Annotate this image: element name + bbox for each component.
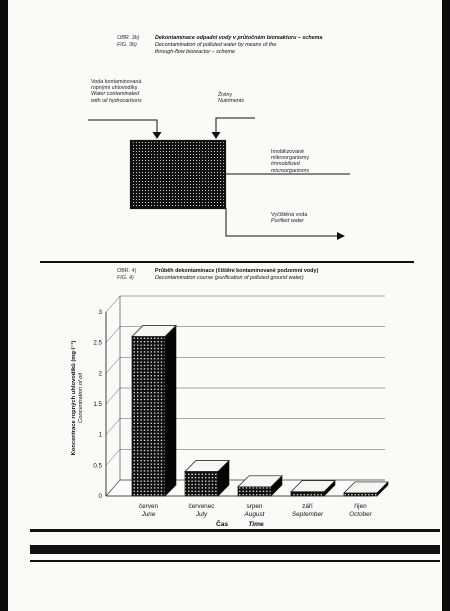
outlet-label: Vyčištěná voda Purified water bbox=[271, 212, 308, 225]
gridline-diag bbox=[106, 357, 120, 373]
y-axis-title-en: Concentration of oil bbox=[78, 373, 84, 423]
fig4-title-cz: Průběh dekontaminace (čištění kontaminované podzemní vody) bbox=[155, 268, 319, 274]
bar-front bbox=[238, 487, 271, 496]
x-axis-title: Čas bbox=[215, 521, 229, 528]
y-tick-label: 0.5 bbox=[93, 462, 102, 470]
fig3-code-en: FIG. 3b) bbox=[117, 42, 137, 48]
bar-side bbox=[165, 326, 176, 496]
bottom-rule-3 bbox=[30, 560, 440, 562]
fig3-title-en-2: through-flow bioreactor – scheme bbox=[155, 48, 236, 55]
x-tick-label-en: June bbox=[141, 511, 156, 518]
fig3-code-cz: OBR. 3b) bbox=[117, 35, 140, 41]
fig4-code-cz: OBR. 4) bbox=[117, 268, 137, 274]
bar-front bbox=[344, 493, 377, 496]
bottom-rule-2 bbox=[30, 545, 440, 554]
y-tick-label: 0 bbox=[98, 493, 102, 500]
bar-front bbox=[185, 471, 218, 496]
x-tick-label-en: September bbox=[291, 511, 324, 518]
fig4-title-en: Decontamination course (purification of polluted ground water) bbox=[155, 275, 304, 281]
x-tick-label: září bbox=[302, 503, 313, 510]
gridline-diag bbox=[106, 419, 120, 435]
x-tick-label: červen bbox=[138, 503, 159, 510]
bar-front bbox=[291, 492, 324, 496]
x-tick-label-en: August bbox=[244, 511, 265, 518]
x-tick-label: srpen bbox=[246, 503, 263, 510]
x-tick-label: říjen bbox=[354, 503, 367, 510]
fig3-title-cz: Dekontaminace odpadní vody v průtočném bioreaktoru – schema bbox=[155, 35, 323, 41]
x-axis-title-en: Time bbox=[248, 521, 264, 528]
bar-0 bbox=[132, 326, 176, 496]
gridline-diag bbox=[106, 449, 120, 465]
gridline-diag bbox=[106, 327, 120, 343]
fig4-code-en: FIG. 4) bbox=[117, 275, 134, 281]
bottom-rule-1 bbox=[30, 529, 440, 532]
nutrients-label: Živiny Nutriments bbox=[218, 92, 245, 105]
inlet-label: Voda kontaminovaná ropnými uhlovodíky Water contaminated with oil hydrocarbons bbox=[91, 79, 142, 104]
fig3-title-en-1: Decontamination of polluted water by means of the bbox=[155, 42, 277, 48]
bar-front bbox=[132, 337, 165, 496]
y-tick-label: 1 bbox=[98, 431, 102, 439]
y-tick-label: 3 bbox=[98, 309, 102, 316]
bar-3 bbox=[291, 481, 335, 496]
x-tick-label: červenec bbox=[188, 503, 215, 510]
y-axis-title: Koncentrace ropných uhlovodíků (mg·l⁻¹) bbox=[71, 340, 77, 456]
bar-2 bbox=[238, 476, 282, 496]
x-tick-label-en: October bbox=[349, 511, 372, 518]
gridline-diag bbox=[106, 388, 120, 404]
gridline-diag bbox=[106, 296, 120, 312]
chart-bars bbox=[132, 326, 388, 496]
microorganisms-label: Imobilizované mikroorganismy Immobilized microorganisms bbox=[271, 149, 310, 174]
y-tick-label: 2.5 bbox=[93, 339, 102, 347]
y-tick-label: 2 bbox=[98, 370, 102, 378]
x-tick-label-en: July bbox=[195, 511, 208, 518]
bar-1 bbox=[185, 460, 229, 496]
y-tick-label: 1.5 bbox=[93, 401, 102, 408]
bar-4 bbox=[344, 482, 388, 496]
